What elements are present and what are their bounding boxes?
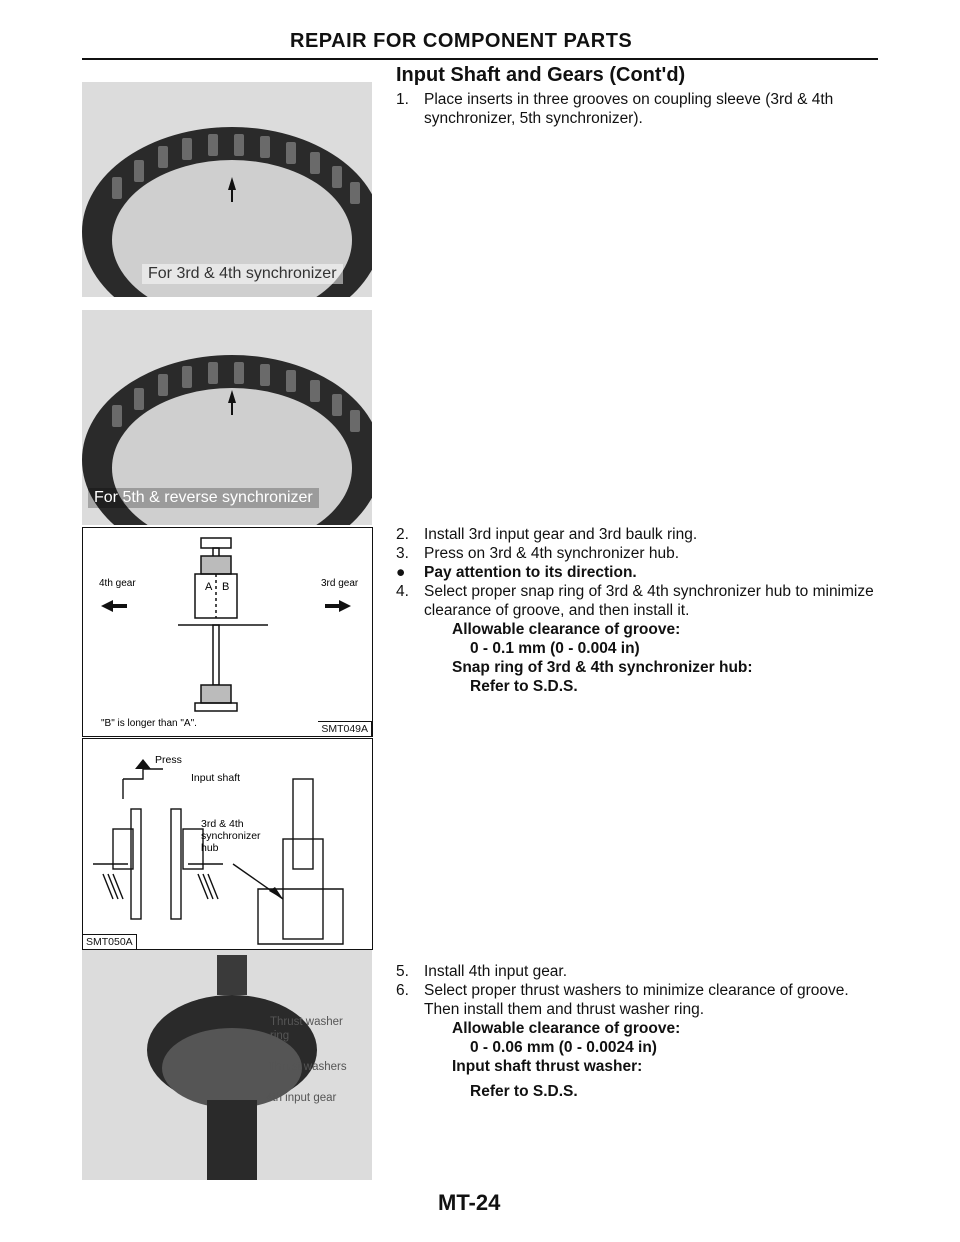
step-text: Press on 3rd & 4th synchronizer hub. xyxy=(424,545,680,562)
steps-mid xyxy=(396,525,886,696)
spec-value: Refer to S.D.S. xyxy=(470,678,578,695)
label-4th-input-gear: 4th input gear xyxy=(266,1092,337,1104)
bullet-note xyxy=(396,563,886,582)
spec-value: 0 - 0.1 mm (0 - 0.004 in) xyxy=(470,640,640,657)
label-hub-line3: hub xyxy=(201,842,219,854)
step-number: 5. xyxy=(396,963,409,980)
step-text: Install 3rd input gear and 3rd baulk ring. xyxy=(424,526,698,543)
label-hub-line2: synchronizer xyxy=(201,830,261,842)
spec-label: Input shaft thrust washer: xyxy=(452,1058,643,1075)
label-thrust-washer-ring-2: ring xyxy=(270,1030,290,1042)
label-3rd-gear: 3rd gear xyxy=(321,578,359,589)
label-hub-line1: 3rd & 4th xyxy=(201,818,244,830)
steps-top xyxy=(396,90,896,128)
step-text: Select proper thrust washers to minimize clearance of groove. xyxy=(424,982,849,999)
step-4 xyxy=(396,582,886,620)
header-rule xyxy=(82,58,878,60)
step-2 xyxy=(396,525,886,544)
step-number: 6. xyxy=(396,982,409,999)
step-number: 1. xyxy=(396,91,409,108)
figure-smt050a xyxy=(82,738,373,950)
bullet-icon: ● xyxy=(396,564,406,581)
steps-bottom xyxy=(396,962,886,1101)
photo-caption: For 5th & reverse synchronizer xyxy=(88,488,319,508)
step-6-continued: Then install them and thrust washer ring. xyxy=(424,1001,704,1018)
photo-coupling-sleeve-5th-reverse xyxy=(82,310,372,525)
step-6 xyxy=(396,981,886,1000)
figure-smt049a xyxy=(82,527,373,737)
photo-caption: For 3rd & 4th synchronizer xyxy=(142,264,343,284)
photo-coupling-sleeve-3rd-4th xyxy=(82,82,372,297)
label-press: Press xyxy=(155,754,182,766)
step-text: Select proper snap ring of 3rd & 4th synchronizer hub to minimize clearance of groove, and then install it. xyxy=(424,583,874,619)
step-5 xyxy=(396,962,886,981)
label-input-shaft: Input shaft xyxy=(191,772,241,784)
press-arrow-icon xyxy=(135,759,151,769)
step-number: 3. xyxy=(396,545,409,562)
hub-direction-diagram xyxy=(83,528,372,736)
note-text: Pay attention to its direction. xyxy=(424,564,637,581)
press-hub-diagram xyxy=(83,739,372,949)
figure-note: "B" is longer than "A". xyxy=(101,718,197,729)
arrow-left-icon xyxy=(101,600,127,612)
step-3 xyxy=(396,544,886,563)
spec-value: Refer to S.D.S. xyxy=(470,1083,578,1100)
page-number: MT-24 xyxy=(438,1190,501,1215)
photo-thrust-washers xyxy=(82,950,372,1180)
arrow-right-icon xyxy=(325,600,351,612)
spec-label: Allowable clearance of groove: xyxy=(452,1020,681,1037)
label-b: B xyxy=(222,581,230,593)
figure-code: SMT049A xyxy=(318,721,372,736)
label-4th-gear: 4th gear xyxy=(99,578,136,589)
step-text: Install 4th input gear. xyxy=(424,963,568,980)
figure-code: SMT050A xyxy=(83,934,137,949)
step-number: 4. xyxy=(396,583,409,600)
spec-label: Allowable clearance of groove: xyxy=(452,621,681,638)
page-header: REPAIR FOR COMPONENT PARTS xyxy=(290,30,633,52)
label-thrust-washers: Thrust washers xyxy=(268,1061,347,1073)
spec-value: 0 - 0.06 mm (0 - 0.0024 in) xyxy=(470,1039,657,1056)
step-number: 2. xyxy=(396,526,409,543)
step-1 xyxy=(396,90,896,128)
label-thrust-washer-ring-1: Thrust washer xyxy=(270,1016,343,1028)
section-title: Input Shaft and Gears (Cont'd) xyxy=(396,64,686,86)
spec-label: Snap ring of 3rd & 4th synchronizer hub: xyxy=(452,659,753,676)
label-a: A xyxy=(205,581,213,593)
step-text: Place inserts in three grooves on coupling sleeve (3rd & 4th synchronizer, 5th synchronizer). xyxy=(424,91,834,127)
